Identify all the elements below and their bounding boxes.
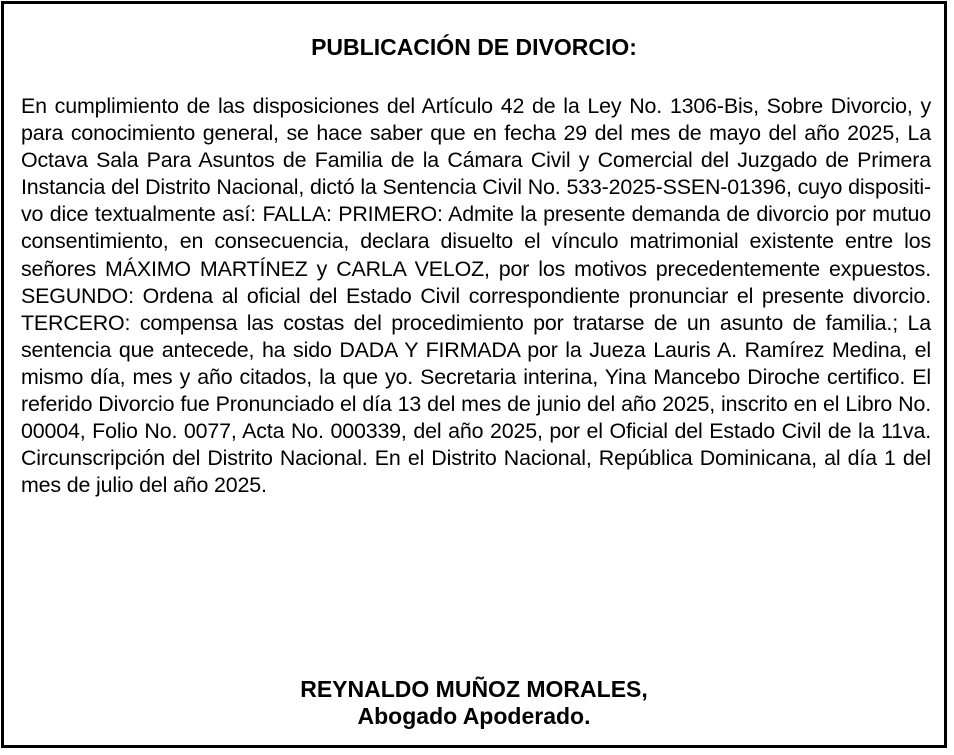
- signature-role: Abogado Apoderado.: [357, 703, 591, 729]
- signature-block: [4, 676, 944, 730]
- notice-title: PUBLICACIÓN DE DIVORCIO:: [311, 34, 637, 60]
- signature-name: REYNALDO MUÑOZ MORALES,: [300, 676, 648, 702]
- notice-body: En cumplimiento de las disposiciones del Artículo 42 de la Ley No. 1306-Bis, Sobre Divorcio, y para conocimiento general, se hace saber que en fecha 29 del mes de mayo del año 2025, La Octava Sala Para Asuntos de Familia de la Cámara Civil y Comercial del Juzgado de Primera Instancia del Distrito Nacional, dictó la Sentencia Civil No. 533-2025-SSEN-01396, cuyo dispositi-vo dice textualmente así: FALLA: PRIMERO: Admite la presente demanda de divorcio por mutuo consentimiento, en consecuencia, declara disuelto el vínculo matrimonial existente entre los señores MÁXIMO MARTÍNEZ y CARLA VELOZ, por los motivos precedentemente expuestos. SEGUNDO: Ordena al oficial del Estado Civil correspondiente pronunciar el presente divorcio. TERCERO: compensa las costas del procedimiento por tratarse de un asunto de familia.; La sentencia que antecede, ha sido DADA Y FIRMADA por la Jueza Lauris A. Ramírez Medina, el mismo día, mes y año citados, la que yo. Secretaria interina, Yina Mancebo Diroche certifico. El referido Divorcio fue Pronunciado el día 13 del mes de junio del año 2025, inscrito en el Libro No. 00004, Folio No. 0077, Acta No. 000339, del año 2025, por el Oficial del Estado Civil de la 11va. Circunscripción del Distrito Nacional. En el Distrito Nacional, República Dominicana, al día 1 del mes de julio del año 2025.: [21, 94, 931, 498]
- divorce-notice: [1, 1, 947, 748]
